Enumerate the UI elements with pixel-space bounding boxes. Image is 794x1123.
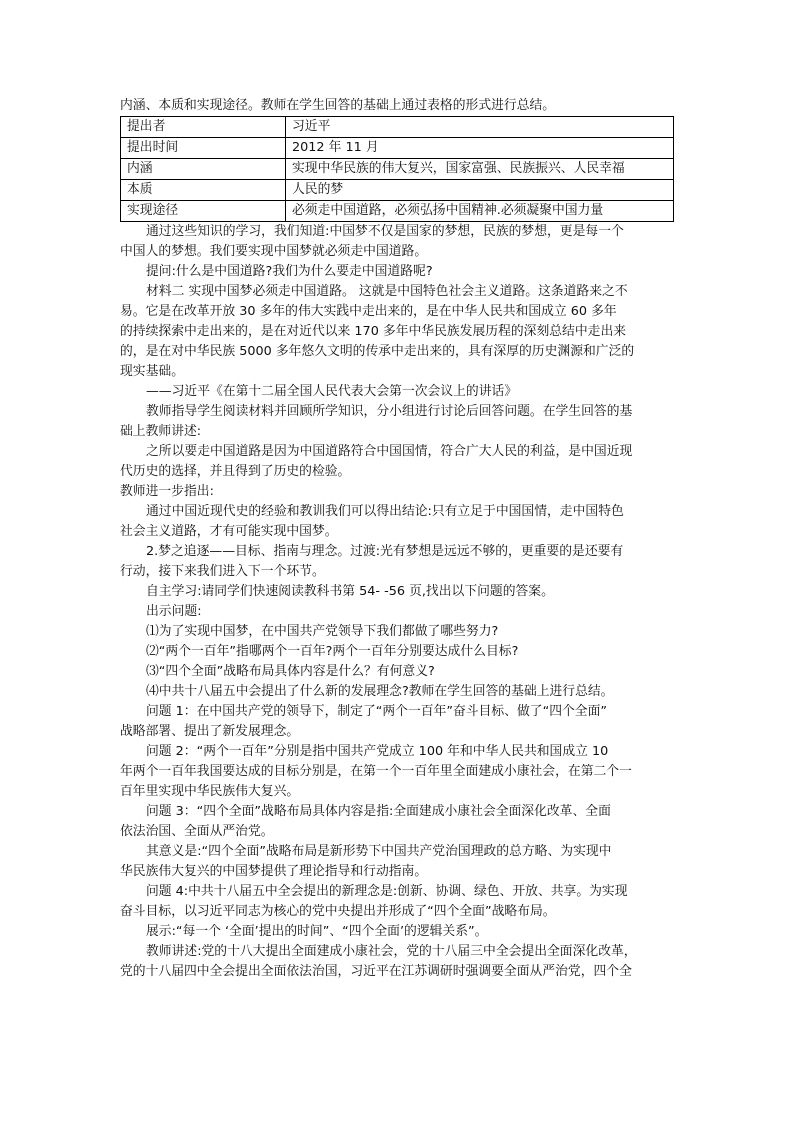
text-line: 自主学习:请同学们快速阅读教科书第 54- -56 页,找出以下问题的答案。 <box>146 584 554 599</box>
text-line: 其意义是:“四个全面”战略布局是新形势下中国共产党治国理政的总方略、为实现中 <box>146 844 612 859</box>
text-line: 出示问题: <box>146 604 202 619</box>
text-line: ——习近平《在第十二届全国人民代表大会第一次会议上的讲话》 <box>146 384 518 399</box>
table-key-cell: 提出时间 <box>121 138 286 159</box>
text-line: 依法治国、全面从严治党。 <box>120 824 274 839</box>
text-line: ⑴为了实现中国梦，在中国共产党领导下我们都做了哪些努力? <box>146 624 499 639</box>
table-row <box>121 201 674 222</box>
text-line: 易。它是在改革开放 30 多年的伟大实践中走出来的，是在中华人民共和国成立 60 多年 <box>120 304 617 319</box>
text-line: 的持续探索中走出来的，是在对近代以来 170 多年中华民族发展历程的深刻总结中走出来 <box>120 324 627 339</box>
text-line: 行动，接下来我们进入下一个环节。 <box>120 564 325 579</box>
text-line: 问题 1：在中国共产党的领导下，制定了“两个一百年”奋斗目标、做了“四个全面” <box>146 704 608 719</box>
table-value-cell: 2012 年 11 月 <box>286 138 674 159</box>
text-line: 材料二 实现中国梦必须走中国道路。 这就是中国特色社会主义道路。这条道路来之不 <box>146 284 628 299</box>
text-line: 教师进一步指出: <box>120 484 214 499</box>
table-value-cell: 必须走中国道路，必须弘扬中国精神.必须凝聚中国力量 <box>286 201 674 222</box>
text-line: 的，是在对中华民族 5000 多年悠久文明的传承中走出来的，具有深厚的历史渊源和广泛的 <box>120 344 635 359</box>
text-line: 中国人的梦想。我们要实现中国梦就必须走中国道路。 <box>120 244 428 259</box>
document-body <box>120 96 676 982</box>
text-line: 年两个一百年我国要达成的目标分别是，在第一个一百年里全面建成小康社会，在第二个一 <box>120 764 632 779</box>
text-line: 社会主义道路，才有可能实现中国梦。 <box>120 524 338 539</box>
table-value-cell: 实现中华民族的伟大复兴，国家富强、民族振兴、人民幸福 <box>286 159 674 180</box>
body-text <box>120 222 676 982</box>
text-line: 教师讲述:党的十八大提出全面建成小康社会，党的十八届三中全会提出全面深化改革， <box>146 944 637 959</box>
text-line: 党的十八届四中全会提出全面依法治国，习近平在江苏调研时强调要全面从严治党，四个全 <box>120 964 632 979</box>
text-line: 华民族伟大复兴的中国梦提供了理论指导和行动指南。 <box>120 864 428 879</box>
summary-table <box>120 116 674 222</box>
table-row <box>121 117 674 138</box>
text-line: 教师指导学生阅读材料并回顾所学知识，分小组进行讨论后回答问题。在学生回答的基 <box>146 404 633 419</box>
table-key-cell: 实现途径 <box>121 201 286 222</box>
table-key-cell: 本质 <box>121 180 286 201</box>
text-line: 通过中国近现代史的经验和教训我们可以得出结论:只有立足于中国国情，走中国特色 <box>146 504 624 519</box>
text-line: 奋斗目标，以习近平同志为核心的党中央提出并形成了“四个全面”战略布局。 <box>120 904 556 919</box>
table-key-cell: 提出者 <box>121 117 286 138</box>
table-key-cell: 内涵 <box>121 159 286 180</box>
text-line: 之所以要走中国道路是因为中国道路符合中国国情，符合广大人民的利益，是中国近现 <box>146 444 633 459</box>
table-value-cell: 习近平 <box>286 117 674 138</box>
text-line: 代历史的选择，并且得到了历史的检验。 <box>120 464 351 479</box>
text-line: 问题 2：“两个一百年”分别是指中国共产党成立 100 年和中华人民共和国成立 10 <box>146 744 609 759</box>
text-line: 问题 3：“四个全面”战略布局具体内容是指:全面建成小康社会全面深化改革、全面 <box>146 804 611 819</box>
intro-line: 内涵、本质和实现途径。教师在学生回答的基础上通过表格的形式进行总结。 <box>120 98 556 113</box>
table-row <box>121 138 674 159</box>
text-line: ⑵“两个一百年”指哪两个一百年?两个一百年分别要达成什么目标? <box>146 644 519 659</box>
text-line: 提问:什么是中国道路?我们为什么要走中国道路呢? <box>146 264 433 279</box>
text-line: 础上教师讲述: <box>120 424 202 439</box>
text-line: 通过这些知识的学习，我们知道:中国梦不仅是国家的梦想，民族的梦想，更是每一个 <box>146 224 624 239</box>
table-value-cell: 人民的梦 <box>286 180 674 201</box>
text-line: ⑷中共十八届五中会提出了什么新的发展理念?教师在学生回答的基础上进行总结。 <box>146 684 614 699</box>
text-line: 问题 4:中共十八届五中全会提出的新理念是:创新、协调、绿色、开放、共享。为实现 <box>146 884 628 899</box>
text-line: 现实基础。 <box>120 364 184 379</box>
text-line: 百年里实现中华民族伟大复兴。 <box>120 784 300 799</box>
text-line: 战略部署、提出了新发展理念。 <box>120 724 300 739</box>
table-row <box>121 159 674 180</box>
text-line: 2.梦之追逐——目标、指南与理念。过渡:光有梦想是远远不够的，更重要的是还要有 <box>146 544 624 559</box>
text-line: ⑶“四个全面”战略布局具体内容是什么？有何意义? <box>146 664 435 679</box>
text-line: 展示:“每一个 ‘全面’提出的时间”、“四个全面’的逻辑关系”。 <box>146 924 488 939</box>
table-row <box>121 180 674 201</box>
